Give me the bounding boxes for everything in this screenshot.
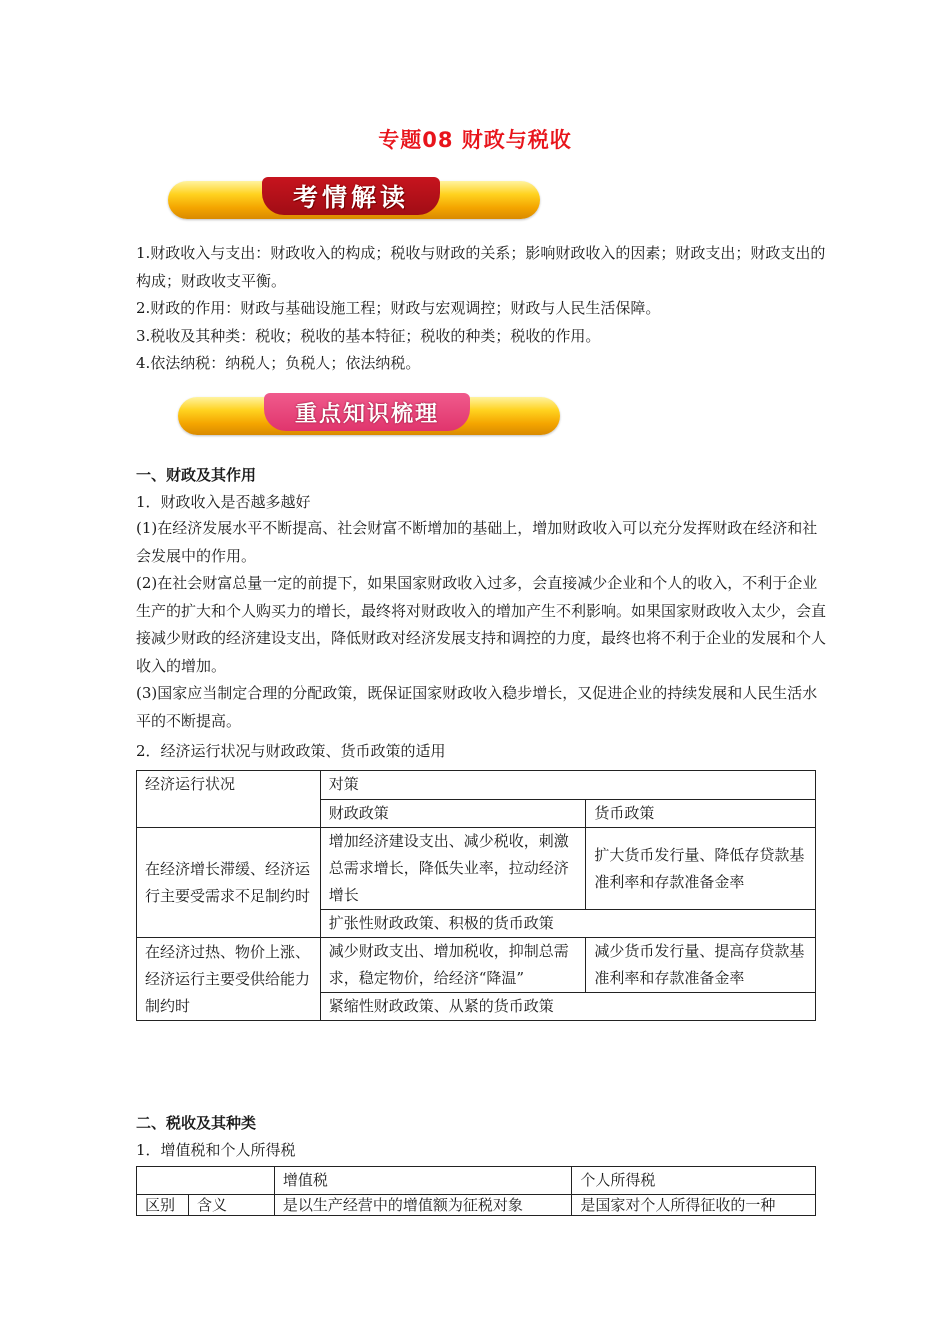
row1-monetary: 扩大货币发行量、降低存贷款基准利率和存款准备金率 <box>586 828 816 910</box>
intro-item-3: 3.税收及其种类：税收；税收的基本特征；税收的种类；税收的作用。 <box>136 326 601 345</box>
header-fiscal: 财政政策 <box>320 799 586 828</box>
row1-condition: 在经济增长滞缓、经济运行主要受需求不足制约时 <box>137 828 321 938</box>
intro-item-1: 1.财政收入与支出：财政收入的构成；税收与财政的关系；影响财政收入的因素；财政支出；财政支出的构成；财政收支平衡。 <box>136 244 826 290</box>
vat-meaning: 是以生产经营中的增值额为征税对象 <box>274 1195 572 1216</box>
section1-subheading-2: 2．经济运行状况与财政政策、货币政策的适用 <box>136 742 446 760</box>
intro-item-2: 2.财政的作用：财政与基础设施工程；财政与宏观调控；财政与人民生活保障。 <box>136 299 661 317</box>
table-row <box>137 1167 816 1195</box>
pit-meaning: 是国家对个人所得征收的一种 <box>572 1195 816 1216</box>
row-label-meaning: 含义 <box>188 1195 274 1216</box>
paragraph-2: (2)在社会财富总量一定的前提下，如果国家财政收入过多，会直接减少企业和个人的收入，不利于企业生产的扩大和个人购买力的增长，最终将对财政收入的增加产生不利影响。如果国家财政收入太少，会直接减少财政的经济建设支出，降低财政对经济发展支持和调控的力度，最终也将不利于企业的发展和个人收入的增加。 <box>136 574 827 675</box>
banner-label: 重点知识梳理 <box>264 393 470 431</box>
table-row <box>137 771 816 800</box>
header-pit: 个人所得税 <box>572 1167 816 1195</box>
row2-summary: 紧缩性财政政策、从紧的货币政策 <box>320 993 815 1021</box>
header-policy: 对策 <box>320 771 815 800</box>
page-title: 专题08 财政与税收 <box>378 128 572 152</box>
intro-block <box>136 240 826 378</box>
paragraph-1: (1)在经济发展水平不断提高、社会财富不断增加的基础上，增加财政收入可以充分发挥财政在经济和社会发展中的作用。 <box>136 519 818 565</box>
tax-table <box>136 1166 816 1216</box>
row2-condition: 在经济过热、物价上涨、经济运行主要受供给能力制约时 <box>137 938 321 1021</box>
table-row <box>137 938 816 993</box>
section1-heading: 一、财政及其作用 <box>136 466 257 484</box>
intro-item-4: 4.依法纳税：纳税人；负税人；依法纳税。 <box>136 354 421 372</box>
table-row <box>137 1195 816 1216</box>
section2-heading: 二、税收及其种类 <box>136 1114 257 1132</box>
paragraph-3: (3)国家应当制定合理的分配政策，既保证国家财政收入稳步增长，又促进企业的持续发展和人民生活水平的不断提高。 <box>136 684 818 730</box>
section1-subheading-1: 1．财政收入是否越多越好 <box>136 493 311 511</box>
banner-key-knowledge <box>178 393 560 439</box>
row2-fiscal: 减少财政支出、增加税收，抑制总需求，稳定物价，给经济“降温” <box>320 938 586 993</box>
banner-exam-analysis <box>168 177 540 223</box>
row2-monetary: 减少货币发行量、提高存贷款基准利率和存款准备金率 <box>586 938 816 993</box>
header-empty <box>137 1167 275 1195</box>
header-condition: 经济运行状况 <box>137 771 321 828</box>
section1-body <box>136 515 826 735</box>
row-label-difference: 区别 <box>137 1195 189 1216</box>
row1-summary: 扩张性财政政策、积极的货币政策 <box>320 910 815 938</box>
policy-table <box>136 770 816 1021</box>
table-row <box>137 828 816 910</box>
row1-fiscal: 增加经济建设支出、减少税收，刺激总需求增长，降低失业率，拉动经济增长 <box>320 828 586 910</box>
header-monetary: 货币政策 <box>586 799 816 828</box>
header-vat: 增值税 <box>274 1167 572 1195</box>
banner-label: 考情解读 <box>262 177 440 215</box>
section2-subheading-1: 1．增值税和个人所得税 <box>136 1141 296 1159</box>
